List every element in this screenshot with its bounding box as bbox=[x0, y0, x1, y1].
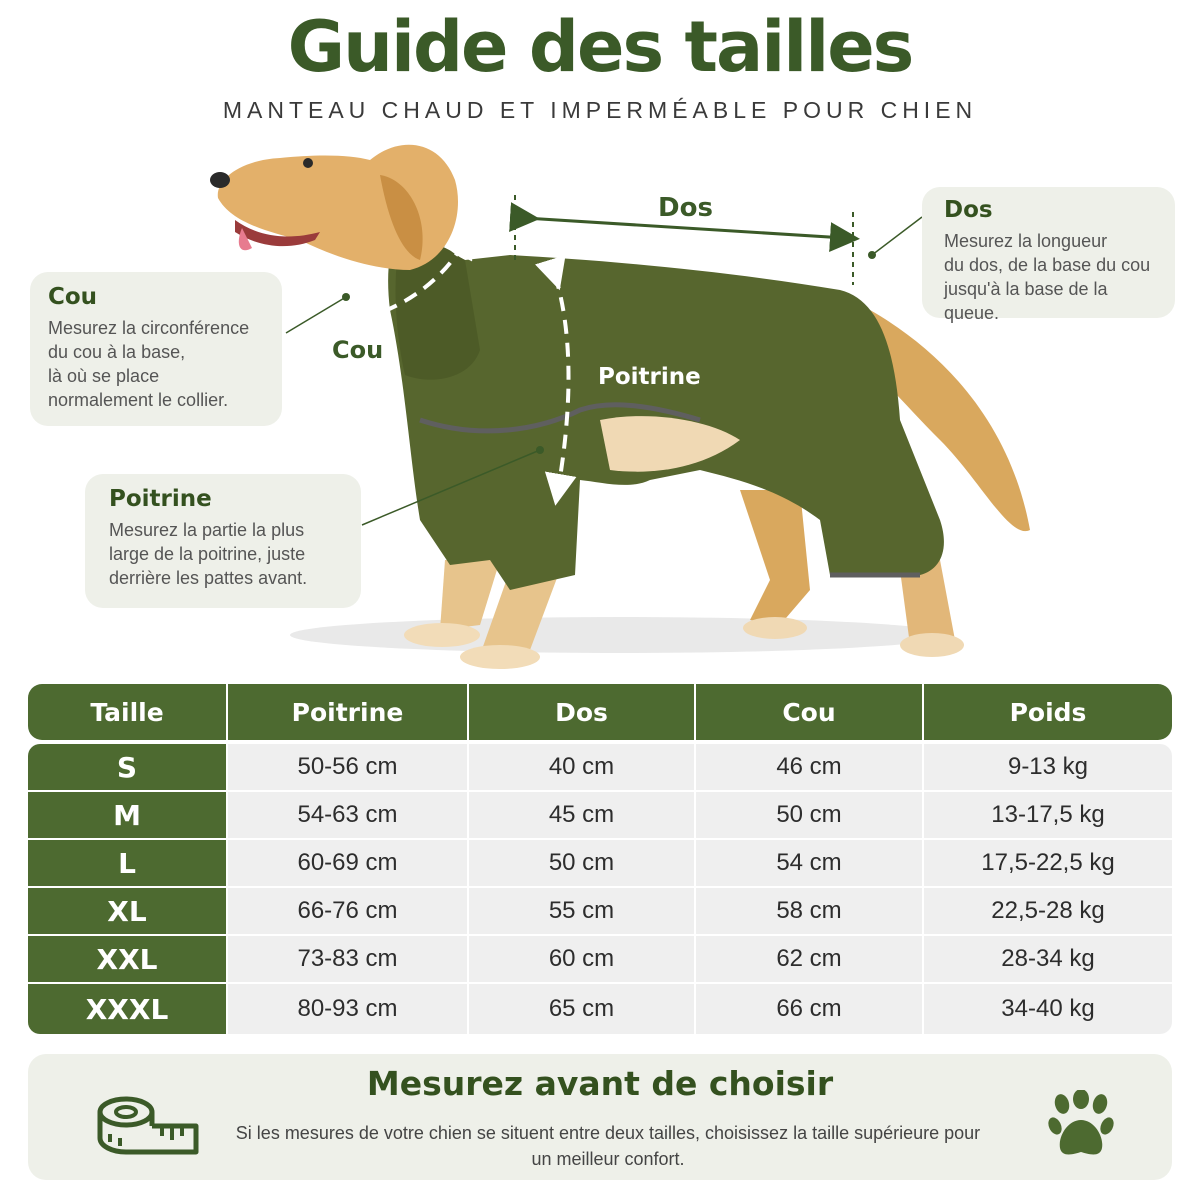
dos-cell: 40 cm bbox=[469, 744, 696, 790]
poitrine-cell: 73-83 cm bbox=[228, 936, 469, 982]
cou-cell: 62 cm bbox=[696, 936, 924, 982]
cou-cell: 54 cm bbox=[696, 840, 924, 886]
poitrine-cell: 54-63 cm bbox=[228, 792, 469, 838]
poids-cell: 22,5-28 kg bbox=[991, 897, 1105, 924]
footer-text: Si les mesures de votre chien se situent entre deux tailles, choisissez la taille supérieure pour un meilleur confort. bbox=[235, 1123, 981, 1169]
size-cell: XXL bbox=[28, 936, 228, 982]
paw-print-icon bbox=[1048, 1090, 1114, 1160]
poitrine-cell: 80-93 cm bbox=[228, 984, 469, 1034]
poitrine-cell: 60-69 cm bbox=[228, 840, 469, 886]
poids-cell: 34-40 kg bbox=[1001, 995, 1095, 1022]
callout-dos-title: Dos bbox=[944, 197, 993, 223]
poitrine-cell: 50-56 cm bbox=[228, 744, 469, 790]
measuring-tape-icon bbox=[96, 1094, 200, 1156]
size-table bbox=[28, 684, 1172, 1034]
diagram-label-cou: Cou bbox=[332, 336, 384, 364]
header-cou: Cou bbox=[696, 684, 924, 740]
size-cell: M bbox=[28, 792, 228, 838]
diagram-label-poitrine: Poitrine bbox=[598, 364, 701, 390]
callout-cou bbox=[30, 272, 282, 426]
cou-cell: 66 cm bbox=[696, 984, 924, 1034]
size-table-body bbox=[28, 744, 1172, 1034]
callout-poitrine-text: Mesurez la partie la plus large de la poitrine, juste derrière les pattes avant. bbox=[109, 520, 308, 588]
poitrine-cell: 66-76 cm bbox=[228, 888, 469, 934]
poids-cell: 28-34 kg bbox=[1001, 945, 1095, 972]
callout-poitrine bbox=[85, 474, 361, 608]
size-cell: XL bbox=[28, 888, 228, 934]
callout-cou-title: Cou bbox=[48, 284, 98, 310]
table-row bbox=[28, 984, 1172, 1034]
header-poitrine: Poitrine bbox=[228, 684, 469, 740]
table-row bbox=[28, 936, 1172, 984]
diagram-label-dos: Dos bbox=[658, 193, 713, 223]
header-taille: Taille bbox=[28, 684, 228, 740]
page-title: Guide des tailles bbox=[287, 6, 913, 88]
header-dos: Dos bbox=[469, 684, 696, 740]
dos-cell: 65 cm bbox=[469, 984, 696, 1034]
table-row bbox=[28, 744, 1172, 792]
footer-note bbox=[28, 1054, 1172, 1180]
table-row bbox=[28, 792, 1172, 840]
cou-cell: 58 cm bbox=[696, 888, 924, 934]
size-cell: L bbox=[28, 840, 228, 886]
dos-cell: 60 cm bbox=[469, 936, 696, 982]
footer-title: Mesurez avant de choisir bbox=[366, 1064, 834, 1103]
cou-cell: 46 cm bbox=[696, 744, 924, 790]
size-table-header bbox=[28, 684, 1172, 740]
dos-cell: 55 cm bbox=[469, 888, 696, 934]
poids-cell: 13-17,5 kg bbox=[991, 801, 1105, 828]
cou-cell: 50 cm bbox=[696, 792, 924, 838]
callout-dos bbox=[922, 187, 1175, 323]
table-row bbox=[28, 840, 1172, 888]
table-row bbox=[28, 888, 1172, 936]
callout-dos-text: Mesurez la longueur du dos, de la base du cou jusqu'à la base de la queue. bbox=[944, 231, 1151, 323]
page-subtitle: MANTEAU CHAUD ET IMPERMÉABLE POUR CHIEN bbox=[222, 97, 978, 123]
callout-poitrine-title: Poitrine bbox=[109, 486, 212, 512]
dos-cell: 45 cm bbox=[469, 792, 696, 838]
callout-cou-text: Mesurez la circonférence du cou à la base, là où se place normalement le collier. bbox=[48, 318, 250, 410]
size-cell: S bbox=[28, 744, 228, 790]
poids-cell: 9-13 kg bbox=[1007, 753, 1089, 780]
poids-cell: 17,5-22,5 kg bbox=[981, 849, 1115, 876]
dos-cell: 50 cm bbox=[469, 840, 696, 886]
header-poids: Poids bbox=[1009, 697, 1087, 727]
size-cell: XXXL bbox=[28, 984, 228, 1034]
